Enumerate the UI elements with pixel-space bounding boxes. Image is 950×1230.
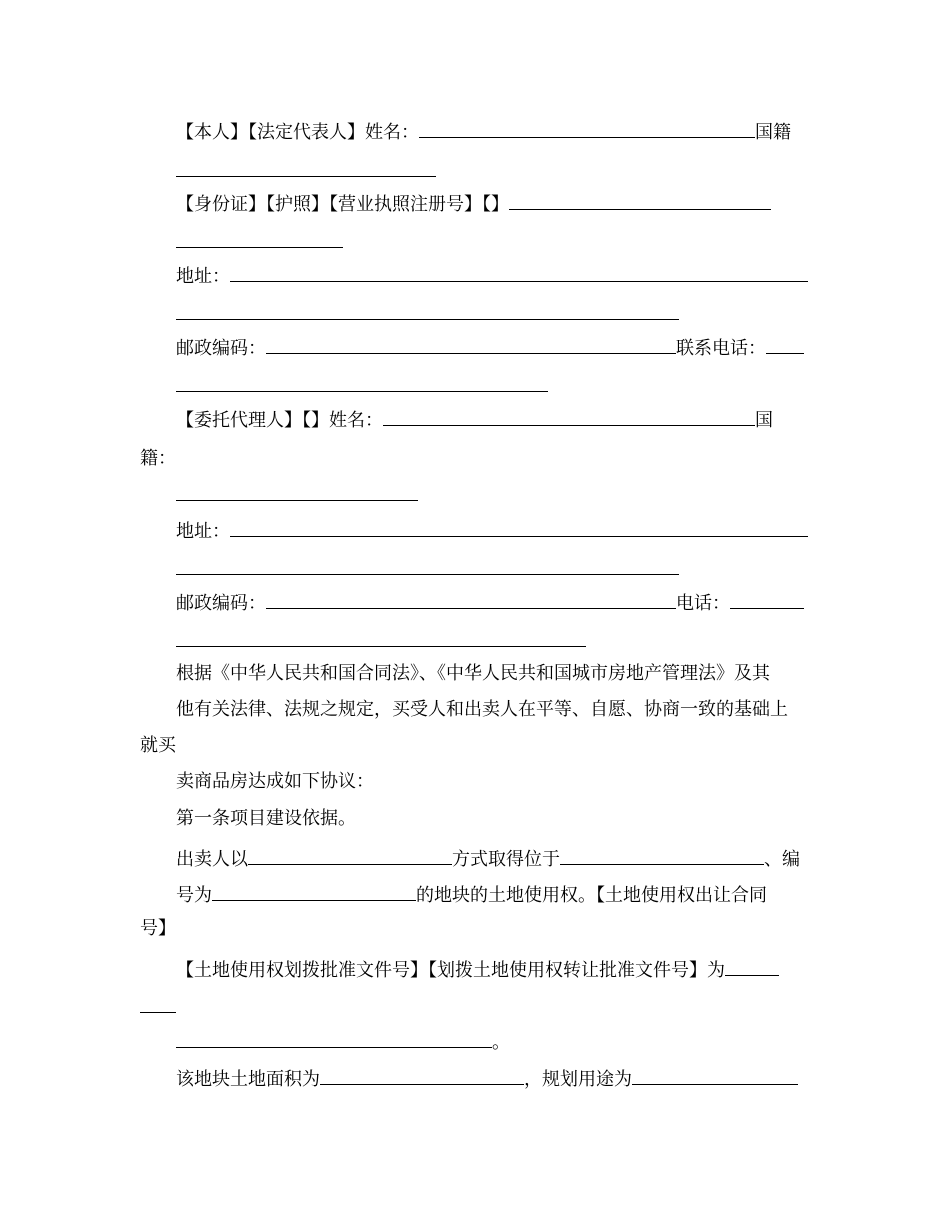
acquisition-method-field[interactable] xyxy=(248,845,452,865)
agent-postcode-row xyxy=(176,589,804,616)
land-location-field[interactable] xyxy=(560,845,764,865)
planned-use-field[interactable] xyxy=(632,1065,798,1085)
article1-text-f: 【土地使用权划拨批准文件号】【划拨土地使用权转让批准文件号】为 xyxy=(176,960,725,981)
article1-line-3: 号】 xyxy=(140,918,176,939)
intro-line-4: 卖商品房达成如下协议： xyxy=(176,771,374,792)
article1-text-c: 、编 xyxy=(764,849,800,870)
approval-number-field[interactable] xyxy=(725,956,779,976)
seller-id-field[interactable] xyxy=(509,190,771,210)
article1-line-1 xyxy=(176,845,800,872)
agent-name-label: 【委托代理人】【】姓名： xyxy=(176,410,383,431)
agent-address-label: 地址： xyxy=(176,521,230,542)
agent-name-row xyxy=(176,406,773,433)
agent-name-field[interactable] xyxy=(383,406,755,426)
agent-postcode-field[interactable] xyxy=(266,589,676,609)
seller-id-row xyxy=(176,190,771,217)
seller-address-label: 地址： xyxy=(176,266,230,287)
article1-title: 第一条项目建设依据。 xyxy=(176,808,356,829)
approval-number-field-cont[interactable] xyxy=(176,1028,492,1048)
agent-nationality-field[interactable] xyxy=(176,500,418,501)
article1-text-e: 的地块的土地使用权。【土地使用权出让合同 xyxy=(416,885,767,906)
article1-text-b: 方式取得位于 xyxy=(452,849,560,870)
seller-phone-label: 联系电话： xyxy=(676,338,766,359)
seller-postcode-row xyxy=(176,334,804,361)
seller-address-row xyxy=(176,262,808,289)
intro-line-3: 就买 xyxy=(140,735,176,756)
approval-number-field-wrap[interactable] xyxy=(140,1012,176,1013)
seller-phone-field[interactable] xyxy=(766,334,804,354)
agent-phone-field[interactable] xyxy=(730,589,804,609)
seller-address-field-cont[interactable] xyxy=(176,319,679,320)
article1-text-d: 号为 xyxy=(176,885,212,906)
article1-text-a: 出卖人以 xyxy=(176,849,248,870)
agent-address-row xyxy=(176,517,808,544)
seller-id-field-cont[interactable] xyxy=(176,247,343,248)
agent-address-field-cont[interactable] xyxy=(176,574,679,575)
seller-nationality-field[interactable] xyxy=(176,176,436,177)
agent-nationality-label-a: 国 xyxy=(755,410,773,431)
article1-period: 。 xyxy=(492,1032,510,1053)
article1-line-2 xyxy=(176,881,767,908)
article1-text-g: 该地块土地面积为 xyxy=(176,1069,320,1090)
parcel-number-field[interactable] xyxy=(212,881,416,901)
article1-text-h: ，规划用途为 xyxy=(524,1069,632,1090)
agent-address-field[interactable] xyxy=(230,517,808,537)
agent-phone-label: 电话： xyxy=(676,593,730,614)
article1-line-7 xyxy=(176,1065,798,1092)
article1-line-4 xyxy=(176,956,779,983)
intro-line-1: 根据《中华人民共和国合同法》、《中华人民共和国城市房地产管理法》及其 xyxy=(176,663,770,684)
article1-line-6 xyxy=(176,1028,510,1055)
seller-name-row xyxy=(176,118,791,145)
seller-postcode-label: 邮政编码： xyxy=(176,338,266,359)
seller-id-label: 【身份证】【护照】【营业执照注册号】【】 xyxy=(176,194,509,215)
land-area-field[interactable] xyxy=(320,1065,524,1085)
seller-address-field[interactable] xyxy=(230,262,808,282)
seller-phone-field-cont[interactable] xyxy=(176,391,548,392)
seller-nationality-label: 国籍 xyxy=(755,122,791,143)
agent-nationality-label-b: 籍： xyxy=(140,448,176,469)
seller-name-field[interactable] xyxy=(419,118,755,138)
agent-postcode-label: 邮政编码： xyxy=(176,593,266,614)
intro-line-2: 他有关法律、法规之规定，买受人和出卖人在平等、自愿、协商一致的基础上 xyxy=(176,699,788,720)
seller-postcode-field[interactable] xyxy=(266,334,676,354)
seller-name-label: 【本人】【法定代表人】姓名： xyxy=(176,122,419,143)
agent-phone-field-cont[interactable] xyxy=(176,646,586,647)
